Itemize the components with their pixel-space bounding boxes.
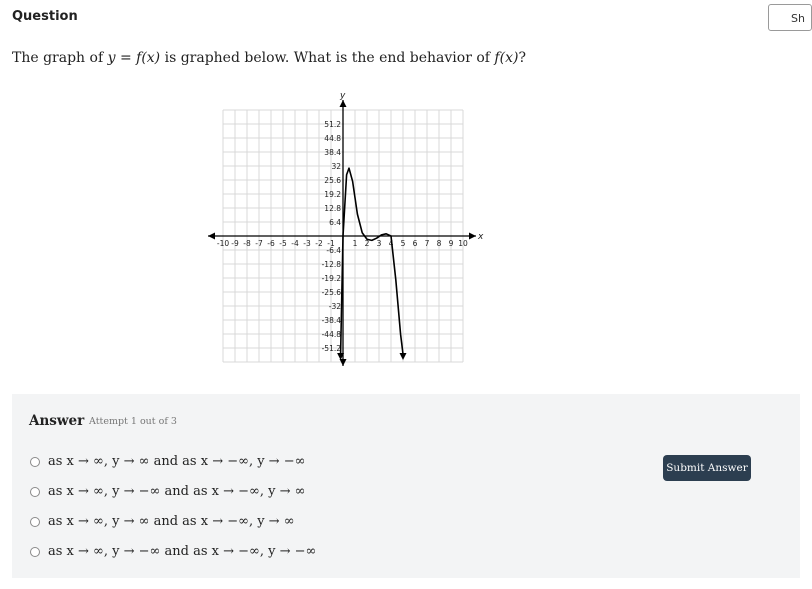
answer-panel (12, 394, 800, 578)
y-tick-label: -6.4 (326, 246, 341, 255)
graph-axes (208, 100, 476, 366)
y-tick-label: -12.8 (321, 260, 341, 269)
x-tick-label: 9 (448, 239, 454, 248)
y-axis-label: y (340, 91, 346, 101)
curve-right-arrow (400, 353, 407, 360)
question-prefix: The graph of (12, 50, 108, 66)
answer-option-2[interactable] (30, 484, 305, 499)
y-tick-label: -25.6 (321, 288, 341, 297)
option-label: as x → ∞, y → −∞ and as x → −∞, y → ∞ (48, 484, 306, 499)
y-tick-label: 38.4 (324, 148, 341, 157)
x-tick-label: 8 (436, 239, 442, 248)
x-tick-label: -7 (255, 239, 263, 248)
x-axis-left-arrow (208, 233, 215, 240)
x-tick-label: -10 (216, 239, 230, 248)
y-tick-label: 44.8 (324, 134, 341, 143)
y-tick-label: 12.8 (324, 204, 341, 213)
x-axis-right-arrow (469, 233, 476, 240)
x-tick-label: 4 (388, 239, 394, 248)
question-function: f(x) (494, 50, 519, 66)
answer-option-4[interactable] (30, 544, 316, 559)
question-text (12, 50, 526, 66)
y-tick-label: -38.4 (321, 316, 341, 325)
x-tick-label: 1 (352, 239, 358, 248)
y-tick-label: 19.2 (324, 190, 341, 199)
x-tick-label: -3 (303, 239, 311, 248)
x-tick-label: 10 (458, 239, 468, 248)
option-label: as x → ∞, y → −∞ and as x → −∞, y → −∞ (48, 544, 317, 559)
y-axis-top-arrow (340, 100, 347, 107)
question-middle: is graphed below. What is the end behavior of (160, 50, 495, 66)
function-graph (200, 88, 490, 378)
answer-option-3[interactable] (30, 514, 295, 529)
x-tick-label: 6 (412, 239, 418, 248)
x-tick-label: 7 (424, 239, 430, 248)
y-tick-label: 6.4 (329, 218, 341, 227)
x-tick-label: -5 (279, 239, 287, 248)
submit-answer-button[interactable]: Submit Answer (663, 455, 751, 481)
curve-end-arrows (337, 353, 406, 360)
question-suffix: ? (518, 50, 526, 66)
question-header: Question (12, 9, 78, 24)
radio-button[interactable] (30, 457, 40, 467)
x-tick-label: -2 (315, 239, 323, 248)
y-tick-label: 51.2 (324, 120, 341, 129)
y-tick-label: -44.8 (321, 330, 341, 339)
header-action-button[interactable]: Sh (768, 4, 812, 31)
function-curve (341, 168, 403, 354)
x-tick-label: 3 (376, 239, 382, 248)
y-tick-label: 25.6 (324, 176, 341, 185)
radio-button[interactable] (30, 547, 40, 557)
radio-button[interactable] (30, 487, 40, 497)
x-tick-label: -6 (267, 239, 275, 248)
x-axis-label: x (478, 232, 484, 242)
radio-button[interactable] (30, 517, 40, 527)
x-tick-label: -1 (327, 239, 335, 248)
option-label: as x → ∞, y → ∞ and as x → −∞, y → −∞ (48, 454, 306, 469)
answer-title: Answer (29, 413, 85, 429)
answer-option-1[interactable] (30, 454, 305, 469)
x-tick-label: -4 (291, 239, 299, 248)
y-tick-label: 32 (331, 162, 341, 171)
attempt-counter: Attempt 1 out of 3 (89, 416, 177, 427)
x-tick-label: -9 (231, 239, 239, 248)
question-equation: y = f(x) (107, 50, 161, 66)
option-label: as x → ∞, y → ∞ and as x → −∞, y → ∞ (48, 514, 295, 529)
y-tick-label: -32 (328, 302, 341, 311)
x-tick-label: 2 (364, 239, 370, 248)
y-tick-label: -19.2 (321, 274, 341, 283)
y-tick-label: -51.2 (321, 344, 341, 353)
x-tick-label: -8 (243, 239, 251, 248)
x-tick-label: 5 (400, 239, 406, 248)
